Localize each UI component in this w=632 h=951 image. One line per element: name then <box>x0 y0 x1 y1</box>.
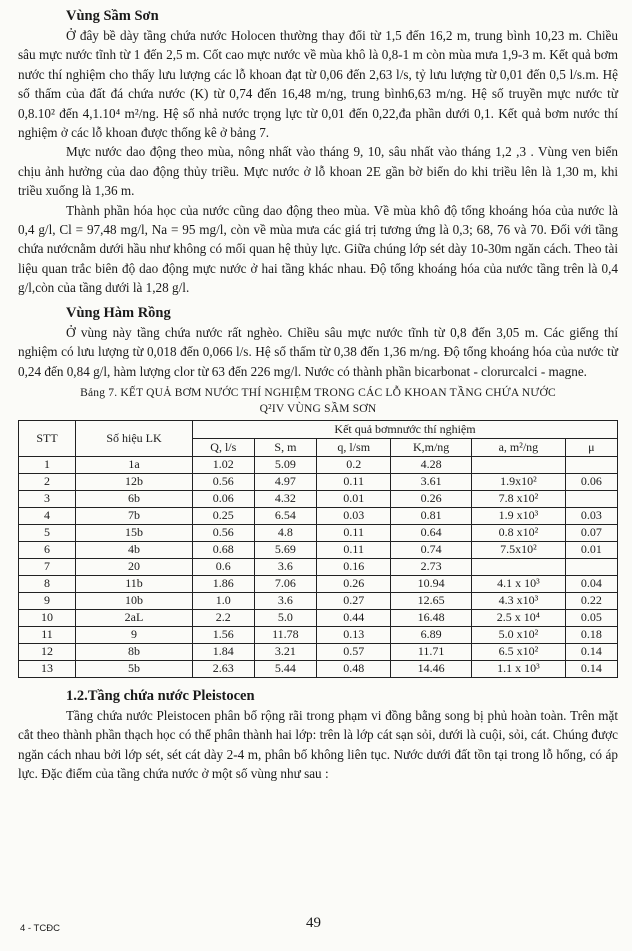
table-header-row <box>19 420 618 438</box>
table-cell: 16.48 <box>391 609 472 626</box>
table-cell: 14.46 <box>391 660 472 677</box>
table-cell: 6b <box>76 490 193 507</box>
table-cell: 11.71 <box>391 643 472 660</box>
table-row <box>19 473 618 490</box>
table-cell: 6.54 <box>254 507 317 524</box>
table-cell: 0.11 <box>317 473 391 490</box>
table-cell: 9 <box>76 626 193 643</box>
section-title-pleistocen: 1.2.Tầng chứa nước Pleistocen <box>66 687 255 704</box>
table-caption <box>18 385 618 417</box>
table-cell: 10 <box>19 609 76 626</box>
table-cell: 2aL <box>76 609 193 626</box>
table-cell <box>472 558 566 575</box>
table-cell: 1.9x10² <box>472 473 566 490</box>
pumping-test-table <box>18 420 618 678</box>
table-cell: 0.26 <box>317 575 391 592</box>
table-cell: 1.56 <box>193 626 255 643</box>
table-cell: 6 <box>19 541 76 558</box>
table-row <box>19 575 618 592</box>
table-row <box>19 643 618 660</box>
table-cell: 0.03 <box>565 507 617 524</box>
table-cell: 6.89 <box>391 626 472 643</box>
table-cell: 4.3 x10³ <box>472 592 566 609</box>
table-cell: 5.09 <box>254 456 317 473</box>
table-cell: 8 <box>19 575 76 592</box>
table-cell: 1.86 <box>193 575 255 592</box>
paragraph: Mực nước dao động theo mùa, nông nhất vào tháng 9, 10, sâu nhất vào tháng 1,2 ,3 . Vùng ven biển chịu ảnh hưởng của dao động thủy triều. Mực nước ở lỗ khoan 2E gần bờ biển do khi triều lên là 1,30 m, khi triều xuống là 1,36 m. <box>18 144 618 199</box>
table-cell: 12.65 <box>391 592 472 609</box>
table-cell: 1.9 x10³ <box>472 507 566 524</box>
table-cell: 11.78 <box>254 626 317 643</box>
page-content <box>18 6 618 784</box>
header-lk: Số hiệu LK <box>76 420 193 456</box>
header-col: S, m <box>254 438 317 456</box>
table-cell: 0.14 <box>565 660 617 677</box>
table-cell: 0.48 <box>317 660 391 677</box>
table-cell: 4.1 x 10³ <box>472 575 566 592</box>
table-caption-line2: Q²IV VÙNG SẦM SƠN <box>259 402 377 415</box>
table-cell: 0.6 <box>193 558 255 575</box>
table-cell: 0.74 <box>391 541 472 558</box>
table-cell: 12 <box>19 643 76 660</box>
table-cell: 0.68 <box>193 541 255 558</box>
section-sam-son-body <box>18 26 618 298</box>
table-cell: 7 <box>19 558 76 575</box>
table-caption-line1: Bảng 7. KẾT QUẢ BƠM NƯỚC THÍ NGHIỆM TRONG CÁC LỖ KHOAN TẦNG CHỨA NƯỚC <box>80 386 556 399</box>
table-cell: 2.2 <box>193 609 255 626</box>
table-cell: 1.84 <box>193 643 255 660</box>
table-cell: 0.03 <box>317 507 391 524</box>
table-cell: 8b <box>76 643 193 660</box>
table-cell: 1 <box>19 456 76 473</box>
section-title-sam-son: Vùng Sầm Sơn <box>66 8 159 24</box>
table-cell: 0.56 <box>193 473 255 490</box>
table-cell: 0.11 <box>317 524 391 541</box>
table-cell: 0.26 <box>391 490 472 507</box>
table-cell: 4 <box>19 507 76 524</box>
table-cell: 0.57 <box>317 643 391 660</box>
table-cell: 1.0 <box>193 592 255 609</box>
table-body <box>19 456 618 677</box>
table-row <box>19 524 618 541</box>
table-cell: 0.06 <box>565 473 617 490</box>
table-cell: 5b <box>76 660 193 677</box>
table-cell: 4.97 <box>254 473 317 490</box>
table-cell: 0.01 <box>317 490 391 507</box>
table-cell: 0.13 <box>317 626 391 643</box>
table-cell: 0.16 <box>317 558 391 575</box>
table-cell: 0.07 <box>565 524 617 541</box>
table-cell: 11b <box>76 575 193 592</box>
table-cell: 3.61 <box>391 473 472 490</box>
table-cell <box>565 490 617 507</box>
table-cell: 0.2 <box>317 456 391 473</box>
table-cell: 1a <box>76 456 193 473</box>
table-row <box>19 541 618 558</box>
table-cell: 3.6 <box>254 592 317 609</box>
header-col: Q, l/s <box>193 438 255 456</box>
table-cell: 2.73 <box>391 558 472 575</box>
table-cell <box>472 456 566 473</box>
table-cell: 1.1 x 10³ <box>472 660 566 677</box>
table-cell: 5 <box>19 524 76 541</box>
page-number: 49 <box>306 915 321 931</box>
paragraph: Ở vùng này tầng chứa nước rất nghèo. Chiều sâu mực nước tĩnh từ 0,8 đến 3,05 m. Các giếng thí nghiệm có lưu lượng từ 0,018 đến 0,066 l/s. Hệ số thấm từ 0,38 đến 1,36 m/ng. Độ tổng khoáng hóa của nước từ 0,24 đến 0,84 g/l, hàm lượng clor từ 63 đến 226 mg/l. Nước có thành phần bicarbonat - clorurcalci - magne. <box>18 324 618 379</box>
table-cell: 9 <box>19 592 76 609</box>
table-cell: 0.18 <box>565 626 617 643</box>
header-group: Kết quả bơmnước thí nghiệm <box>193 420 618 438</box>
table-row <box>19 660 618 677</box>
table-cell: 0.44 <box>317 609 391 626</box>
paragraph: Tầng chứa nước Pleistocen phân bố rộng rãi trong phạm vi đồng bằng song bị phủ hoàn toàn. Trên mặt cắt theo thành phần thạch học có thể phân thành hai lớp: trên là lớp cát sạn sỏi, dưới là cuội, sỏi, cát. Chúng được ngăn cách nhau bởi lớp sét, sét cát dày 2-4 m, phân bố không liên tục. Nước dưới đất tồn tại trong lỗ hổng, có áp lực. Đặc điểm của tầng chứa nước ở một số vùng như sau : <box>18 707 618 782</box>
table-cell: 3.21 <box>254 643 317 660</box>
table-cell: 0.56 <box>193 524 255 541</box>
table-cell <box>565 456 617 473</box>
table-cell: 10.94 <box>391 575 472 592</box>
table-cell <box>565 558 617 575</box>
table-cell: 15b <box>76 524 193 541</box>
table-cell: 1.02 <box>193 456 255 473</box>
paragraph: Thành phần hóa học của nước cũng dao động theo mùa. Về mùa khô độ tổng khoáng hóa của nước là 0,4 g/l, Cl = 97,48 mg/l, Na = 95 mg/l, còn về mùa mưa các giá trị tương ứng là 0,3; 68, 76 và 70. Đối với tầng chứa nướcnằm dưới hầu như không có mối quan hệ thủy lực. Giữa chúng lớp sét dày 10-30m ngăn cách. Theo tài liệu quan trắc biên độ dao động mực nước ở hai tầng khác nhau. Độ tổng khoáng hóa của nước tầng trên là 0,4 g/l,còn của tầng dưới là 1,28 g/l. <box>18 202 618 296</box>
table-cell: 4.8 <box>254 524 317 541</box>
table-cell: 2.5 x 10⁴ <box>472 609 566 626</box>
table-row <box>19 456 618 473</box>
header-col: μ <box>565 438 617 456</box>
table-cell: 0.22 <box>565 592 617 609</box>
table-cell: 0.64 <box>391 524 472 541</box>
table-cell: 0.14 <box>565 643 617 660</box>
header-stt: STT <box>19 420 76 456</box>
table-cell: 5.44 <box>254 660 317 677</box>
paragraph: Ở đây bề dày tầng chứa nước Holocen thường thay đổi từ 1,5 đến 16,2 m, trung bình 10,23 m. Chiều sâu mực nước tĩnh từ 1 đến 2,5 m. Cốt cao mực nước về mùa khô là 0,8-1 m còn mùa mưa 1,9-3 m. Kết quả bơm nước thí nghiệm cho thấy lưu lượng các lỗ khoan đạt từ 0,06 đến 2,63 l/s, tỷ lưu lượng từ 0,01 đến 0,5 l/s.m. Hệ số thấm của đất đá chứa nước (K) từ 0,74 đến 16,48 m/ng, trung bình6,63 m/ng. Hệ số truyền mực nước từ 0,8.10² đến 4,1.10⁴ m²/ng. Hệ số nhả nước trọng lực từ 0,01 đến 0,22,đa phần dưới 0,1. Kết quả bơm nước thí nghiệm ở các lỗ khoan được thống kê ở bảng 7. <box>18 28 618 141</box>
table-cell: 7.8 x10² <box>472 490 566 507</box>
table-cell: 12b <box>76 473 193 490</box>
table-cell: 5.69 <box>254 541 317 558</box>
table-cell: 2 <box>19 473 76 490</box>
table-cell: 13 <box>19 660 76 677</box>
table-cell: 6.5 x10² <box>472 643 566 660</box>
table-cell: 4b <box>76 541 193 558</box>
header-col: a, m²/ng <box>472 438 566 456</box>
table-row <box>19 558 618 575</box>
section-title-ham-rong: Vùng Hàm Rồng <box>66 304 171 321</box>
table-row <box>19 490 618 507</box>
table-cell: 20 <box>76 558 193 575</box>
table-cell: 5.0 <box>254 609 317 626</box>
table-cell: 3.6 <box>254 558 317 575</box>
table-cell: 7.5x10² <box>472 541 566 558</box>
table-cell: 3 <box>19 490 76 507</box>
table-cell: 0.27 <box>317 592 391 609</box>
table-row <box>19 507 618 524</box>
table-cell: 2.63 <box>193 660 255 677</box>
table-row <box>19 626 618 643</box>
header-col: K,m/ng <box>391 438 472 456</box>
table-cell: 4.28 <box>391 456 472 473</box>
footer-label: 4 - TCĐC <box>20 923 60 934</box>
table-cell: 0.04 <box>565 575 617 592</box>
table-cell: 0.25 <box>193 507 255 524</box>
table-cell: 0.05 <box>565 609 617 626</box>
table-cell: 0.11 <box>317 541 391 558</box>
table-cell: 7.06 <box>254 575 317 592</box>
table-cell: 5.0 x10² <box>472 626 566 643</box>
table-cell: 0.01 <box>565 541 617 558</box>
table-row <box>19 592 618 609</box>
table-cell: 10b <box>76 592 193 609</box>
table-cell: 4.32 <box>254 490 317 507</box>
table-cell: 7b <box>76 507 193 524</box>
table-row <box>19 609 618 626</box>
table-cell: 11 <box>19 626 76 643</box>
table-cell: 0.8 x10² <box>472 524 566 541</box>
table-cell: 0.81 <box>391 507 472 524</box>
header-col: q, l/sm <box>317 438 391 456</box>
table-cell: 0.06 <box>193 490 255 507</box>
